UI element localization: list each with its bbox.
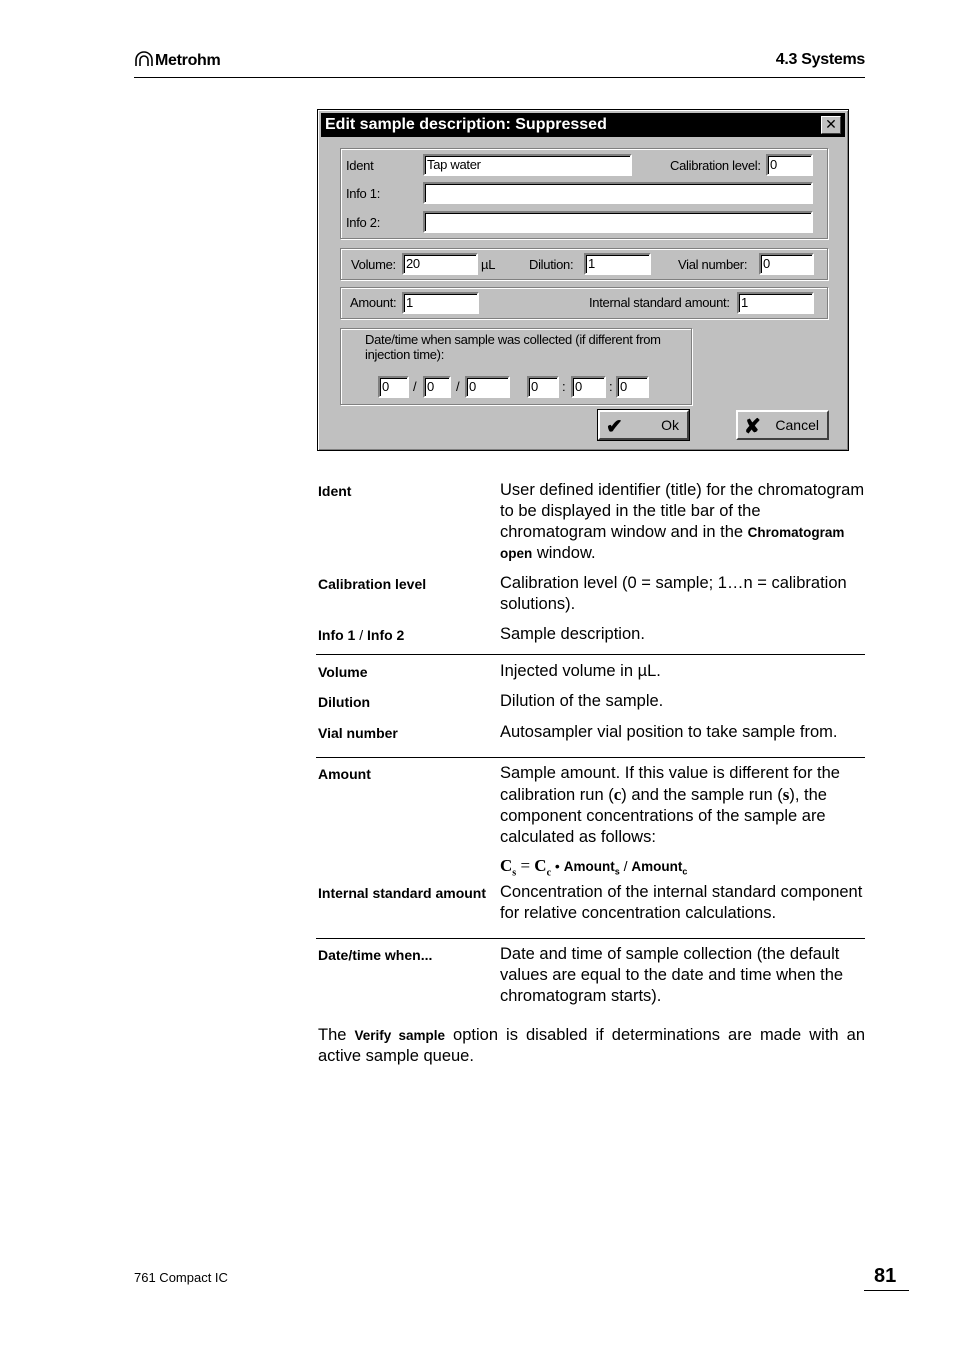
- desc-info: Sample description.: [500, 625, 645, 643]
- vial-number-field[interactable]: 0: [759, 253, 814, 275]
- term-amount: Amount: [318, 766, 371, 782]
- desc-datetime: Date and time of sample collection (the default values are equal to the date and time when the chromatogram starts).: [500, 945, 844, 1005]
- formula-dot: •: [551, 858, 564, 874]
- term-info2: Info 2: [367, 627, 405, 643]
- info1-field[interactable]: [423, 182, 813, 204]
- volume-field[interactable]: 20: [402, 253, 478, 275]
- ui-chromatogram-open: Chromatogram open: [500, 525, 845, 561]
- footer-product: 761 Compact IC: [134, 1270, 228, 1285]
- desc-dilution: Dilution of the sample.: [500, 692, 664, 710]
- brand-logo: [134, 51, 220, 70]
- time-second-field[interactable]: 0: [616, 376, 649, 398]
- datetime-caption: Date/time when sample was collected (if different from injection time):: [365, 332, 661, 362]
- desc-amount-mid: ) and the sample run (: [621, 786, 783, 804]
- ui-verify-sample: Verify sample: [354, 1028, 445, 1043]
- page-number: 81: [864, 1265, 909, 1291]
- page-header: [134, 50, 865, 78]
- ident-label: Ident: [346, 158, 374, 173]
- calibration-level-label: Calibration level:: [670, 158, 761, 173]
- close-icon[interactable]: ✕: [821, 116, 841, 134]
- internal-standard-label: Internal standard amount:: [589, 295, 730, 310]
- term-ident: Ident: [318, 483, 352, 499]
- time-hour-field[interactable]: 0: [527, 376, 559, 398]
- amount-formula: [500, 855, 866, 883]
- formula-cc: $C_c$: [534, 856, 552, 879]
- note-text-end: option is disabled if determinations are made with an active sample queue.: [318, 1026, 865, 1065]
- date-separator: /: [456, 379, 460, 394]
- calibration-level-field[interactable]: 0: [766, 154, 813, 176]
- date-year-field[interactable]: 0: [465, 376, 510, 398]
- term-info-sep: /: [355, 627, 368, 643]
- brand-name: Metrohm: [155, 52, 221, 69]
- term-calibration: Calibration level: [318, 576, 427, 592]
- term-info1: Info 1: [318, 627, 356, 643]
- volume-label: Volume:: [351, 257, 396, 272]
- term-vial: Vial number: [318, 725, 398, 741]
- amount-field[interactable]: 1: [402, 292, 479, 314]
- dialog-title: Edit sample description: Suppressed: [325, 116, 607, 133]
- ident-field[interactable]: Tap water: [423, 154, 632, 176]
- dialog-titlebar: [321, 113, 845, 137]
- ok-button[interactable]: [598, 410, 689, 440]
- date-month-field[interactable]: 0: [423, 376, 451, 398]
- desc-vial: Autosampler vial position to take sample from.: [500, 723, 838, 741]
- amount-label: Amount:: [350, 295, 397, 310]
- formula-cs: $C_s$: [500, 856, 517, 879]
- note-text: The: [318, 1026, 355, 1044]
- desc-ident-text: User defined identifier (title) for the chromatogram to be displayed in the title bar of the chromatogram window and in the: [500, 481, 865, 541]
- desc-ident: [500, 480, 866, 564]
- formula-amount-s: Amount$_s$: [563, 859, 620, 877]
- date-separator: /: [413, 379, 417, 394]
- time-separator: :: [562, 379, 566, 394]
- desc-amount-text: Sample amount. If this value is different for the calibration run (: [500, 764, 840, 804]
- info2-field[interactable]: [423, 211, 813, 233]
- volume-unit: µL: [481, 257, 496, 272]
- info2-label: Info 2:: [346, 215, 381, 230]
- vial-number-label: Vial number:: [678, 257, 748, 272]
- internal-standard-field[interactable]: 1: [737, 292, 814, 314]
- formula-eq: =: [516, 856, 535, 875]
- divider: [316, 654, 865, 655]
- section-title: 4.3 Systems: [775, 51, 865, 68]
- term-dilution: Dilution: [318, 694, 371, 710]
- ok-button-label: Ok: [661, 417, 679, 433]
- metrohm-logo-icon: [134, 51, 154, 67]
- checkmark-icon: ✔: [606, 416, 623, 438]
- term-info: [318, 627, 404, 643]
- term-volume: Volume: [318, 664, 368, 680]
- calibration-run-symbol: c: [613, 785, 622, 804]
- desc-internal-standard: Concentration of the internal standard component for relative concentration calculations.: [500, 883, 863, 922]
- term-datetime: Date/time when...: [318, 947, 433, 963]
- divider: [316, 938, 865, 939]
- desc-calibration: Calibration level (0 = sample; 1…n = calibration solutions).: [500, 574, 847, 613]
- info1-label: Info 1:: [346, 186, 381, 201]
- formula-amount-c: Amount$_c$: [631, 859, 688, 877]
- divider: [316, 757, 865, 758]
- time-minute-field[interactable]: 0: [571, 376, 606, 398]
- dilution-field[interactable]: 1: [584, 253, 651, 275]
- date-day-field[interactable]: 0: [378, 376, 409, 398]
- edit-sample-dialog: [317, 109, 849, 451]
- dilution-label: Dilution:: [529, 257, 574, 272]
- desc-amount-end: ), the component concentrations of the sample are calculated as follows:: [500, 786, 827, 846]
- sample-run-symbol: s: [782, 785, 790, 804]
- formula-slash: /: [619, 858, 632, 874]
- verify-sample-note: [318, 1025, 865, 1067]
- cancel-button-label: Cancel: [775, 417, 819, 433]
- time-separator: :: [609, 379, 613, 394]
- desc-amount: [500, 763, 866, 883]
- desc-ident-end: window.: [532, 544, 596, 562]
- term-internal-standard: Internal standard amount: [318, 885, 487, 901]
- cancel-button[interactable]: [736, 410, 829, 440]
- cross-icon: ✘: [744, 416, 761, 438]
- desc-volume: Injected volume in µL.: [500, 662, 661, 680]
